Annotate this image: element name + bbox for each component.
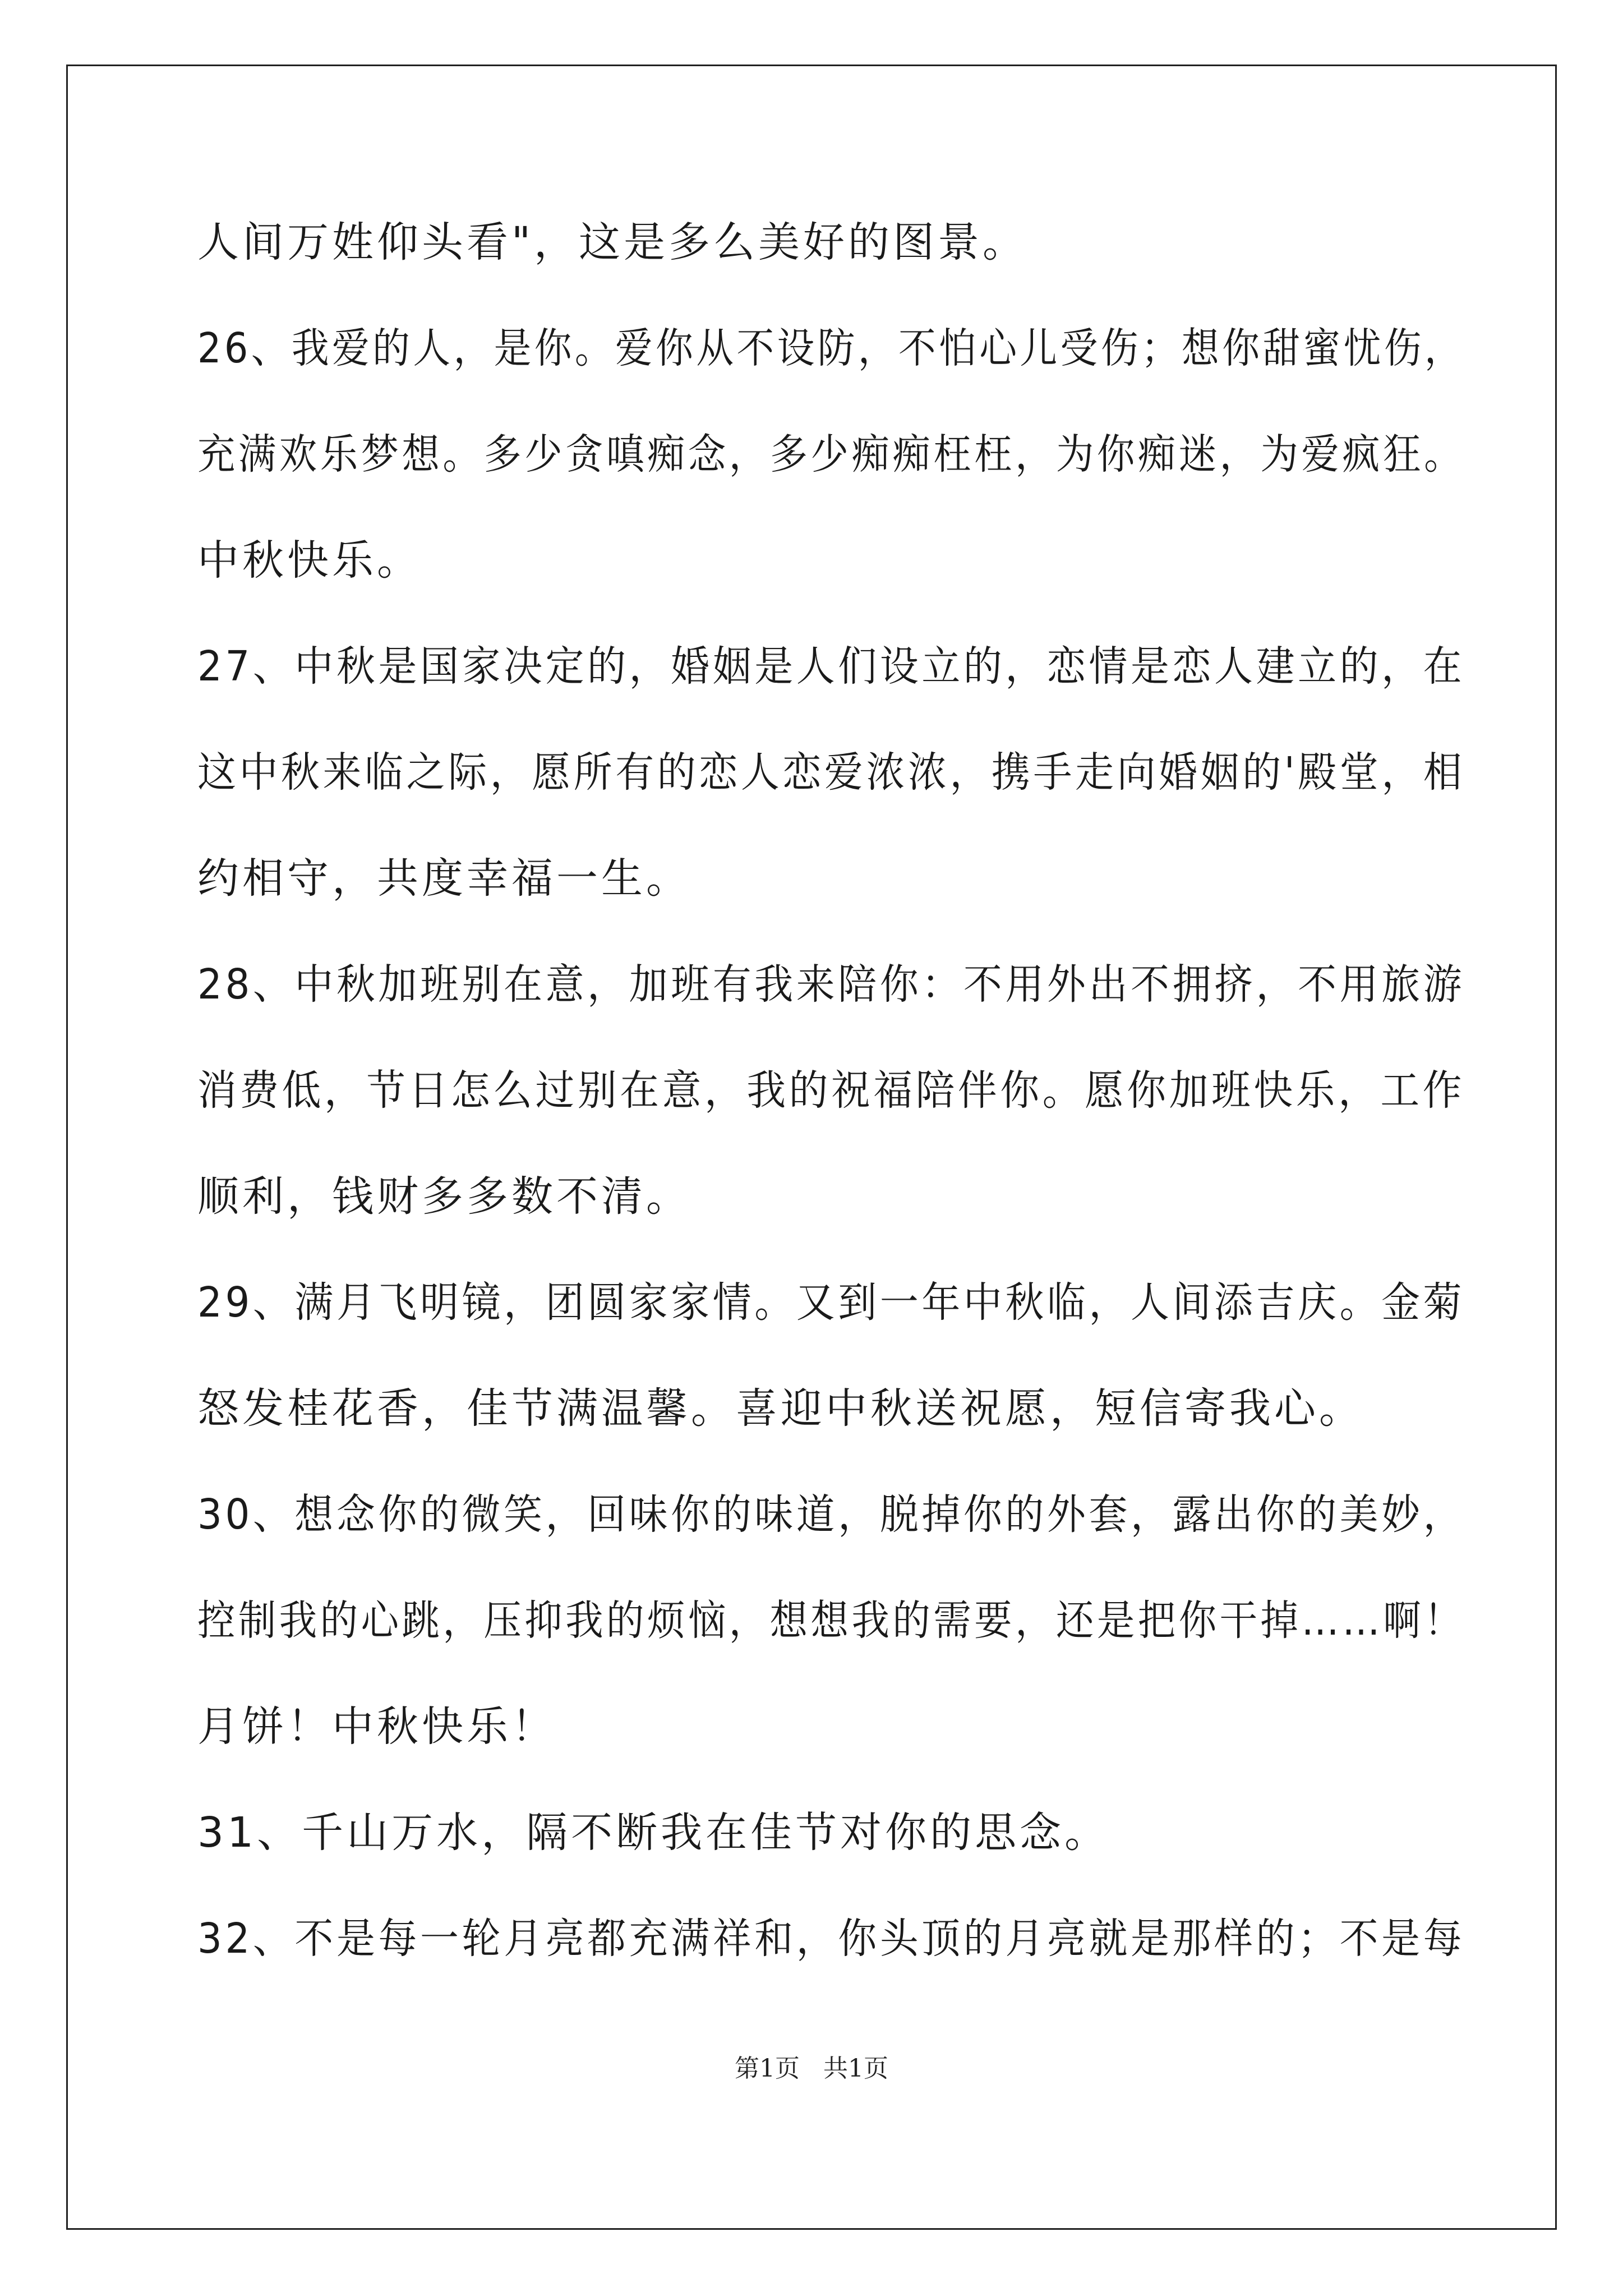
text-line: 怒发桂花香，佳节满温馨。喜迎中秋送祝愿，短信寄我心。	[197, 1384, 1364, 1433]
text-line: 31、千山万水，隔不断我在佳节对你的思念。	[197, 1809, 1110, 1857]
text-line: 充满欢乐梦想。多少贪嗔痴念，多少痴痴枉枉，为你痴迷，为爱疯狂。	[197, 430, 1465, 478]
text-line: 中秋快乐。	[197, 536, 422, 585]
text-line: 29、满月飞明镜，团圆家家情。又到一年中秋临，人间添吉庆。金菊	[197, 1278, 1465, 1327]
text-line: 控制我的心跳，压抑我的烦恼，想想我的需要，还是把你干掉……啊！	[197, 1596, 1465, 1645]
text-line: 这中秋来临之际，愿所有的恋人恋爱浓浓，携手走向婚姻的'殿堂，相	[197, 748, 1465, 797]
text-line: 28、中秋加班别在意，加班有我来陪你：不用外出不拥挤，不用旅游	[197, 960, 1465, 1009]
text-line: 26、我爱的人，是你。爱你从不设防，不怕心儿受伤；想你甜蜜忧伤，	[197, 324, 1465, 372]
text-line: 顺利，钱财多多数不清。	[197, 1172, 691, 1221]
page-number-footer: 第1页 共1页	[735, 2054, 888, 2083]
text-line: 32、不是每一轮月亮都充满祥和，你头顶的月亮就是那样的；不是每	[197, 1915, 1465, 1963]
text-line: 消费低，节日怎么过别在意，我的祝福陪伴你。愿你加班快乐，工作	[197, 1066, 1465, 1115]
text-line: 30、想念你的微笑，回味你的味道，脱掉你的外套，露出你的美妙，	[197, 1490, 1465, 1539]
text-line: 约相守，共度幸福一生。	[197, 854, 691, 903]
text-line: 人间万姓仰头看"，这是多么美好的图景。	[197, 218, 1028, 266]
text-line: 月饼！中秋快乐！	[197, 1703, 556, 1751]
text-line: 27、中秋是国家决定的，婚姻是人们设立的，恋情是恋人建立的，在	[197, 642, 1465, 691]
document-body	[197, 216, 1465, 2018]
